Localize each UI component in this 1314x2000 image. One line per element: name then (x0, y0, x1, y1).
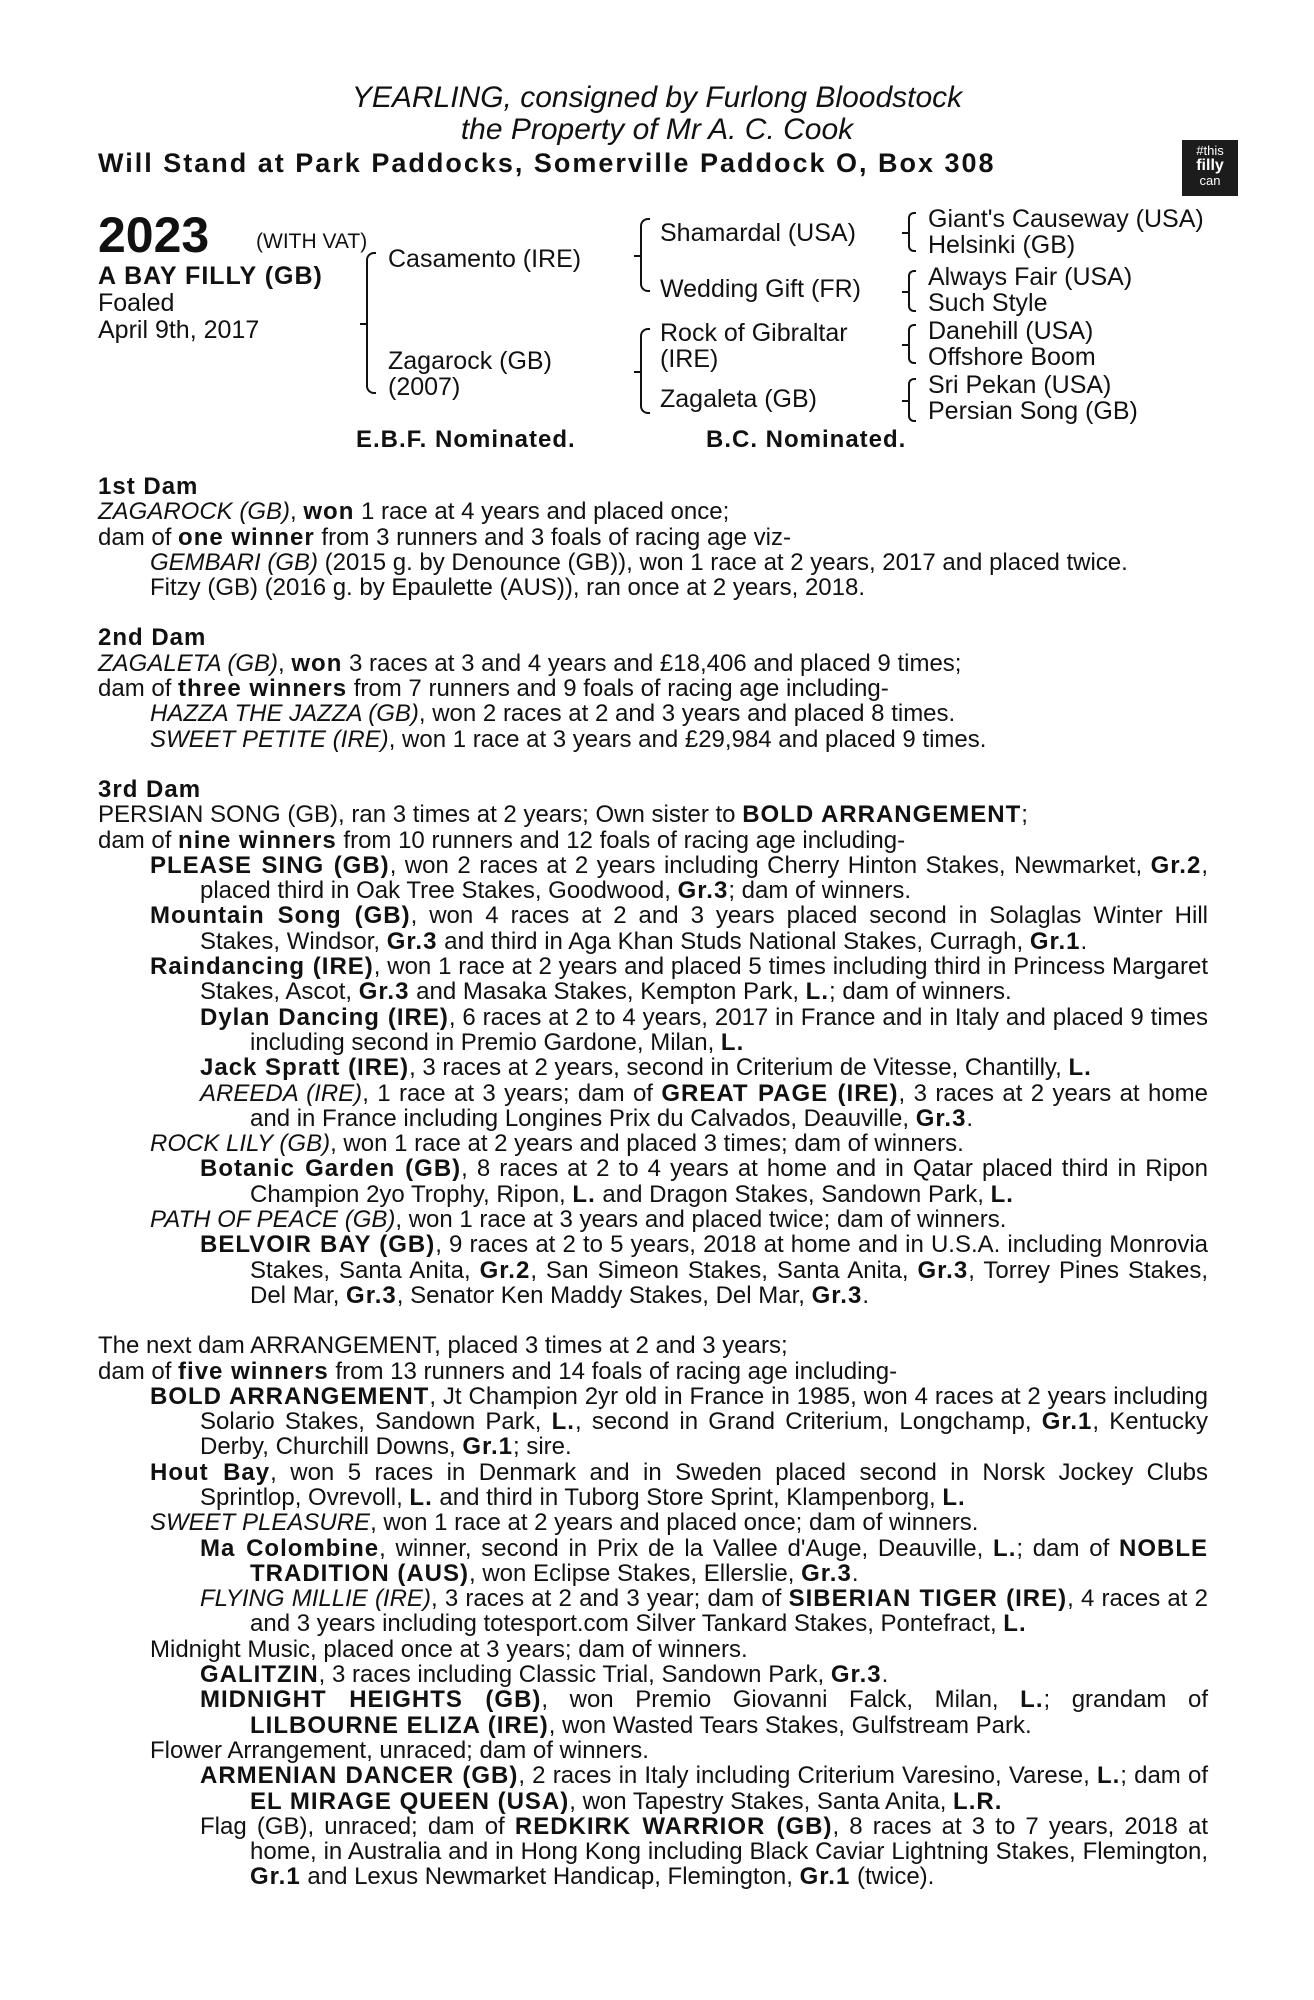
text-run: , won 4 races at 2 and 3 years placed second in Solaglas Winter Hill Stakes, Windsor, (200, 902, 1208, 955)
text-run: , won 2 races at 2 and 3 years and placed 8 times. (418, 700, 956, 728)
record-line (98, 1814, 1208, 1890)
text-run: , Torrey Pines Stakes, Del Mar, (250, 1256, 1209, 1309)
record-line (98, 1510, 1208, 1535)
bold-text: Gr.3 (677, 877, 729, 905)
text-run: , placed third in Oak Tree Stakes, Goodwood, (200, 851, 1208, 905)
text-run: 3rd Dam (98, 775, 202, 803)
pedigree-brace-dd (908, 378, 916, 422)
record-line (98, 1359, 1208, 1384)
pedigree-gen3-4: Such Style (928, 289, 1048, 317)
bold-text: L. (805, 978, 829, 1006)
text-run: , won 1 race at 2 years and placed once; dam of winners. (370, 1509, 979, 1537)
text-run: , 8 races at 3 to 7 years, 2018 at home, in Australia and in Hong Kong including Black Caviar Lightning Stakes, Flemington, (250, 1812, 1208, 1866)
bold-text: EL MIRAGE QUEEN (USA) (250, 1787, 570, 1815)
text-run: , San Simeon Stakes, Santa Anita, (530, 1256, 918, 1284)
pedigree-gen3-2: Helsinki (GB) (928, 231, 1076, 259)
text-run: ; grandam of (1043, 1686, 1208, 1714)
bold-text: Gr.1 (462, 1433, 514, 1461)
horse-name: A BAY FILLY (GB) (98, 262, 323, 290)
bc-nominated: B.C. Nominated. (706, 426, 907, 453)
record-line (98, 802, 1208, 827)
pedigree-brace-sd (908, 270, 916, 312)
text-run: from 7 runners and 9 foals of racing age including- (347, 675, 889, 703)
text-run: . (862, 1281, 869, 1309)
text-run: dam of (98, 1357, 179, 1385)
bold-text: BELVOIR BAY (GB) (200, 1231, 436, 1259)
text-run: , 4 races at 2 and 3 years including totesport.com Silver Tankard Stakes, Pontefract, (250, 1585, 1209, 1638)
bold-text: Gr.3 (917, 1256, 969, 1284)
bold-text: Gr.3 (801, 1559, 852, 1587)
bold-text: Ma Colombine (200, 1534, 380, 1562)
bold-text: REDKIRK WARRIOR (GB) (514, 1812, 833, 1840)
record-line (98, 1055, 1208, 1080)
bold-text: L. (409, 1483, 433, 1511)
this-filly-can-logo (1182, 140, 1238, 196)
bold-text: Hout Bay (150, 1458, 271, 1486)
pedigree-dam-sire: Rock of Gibraltar (660, 319, 848, 347)
text-run: ; dam of (1120, 1762, 1208, 1790)
record-line (98, 1637, 1208, 1662)
text-run: , 6 races at 2 to 4 years, 2017 in France and in Italy and placed 9 times including second in Premio Gardone, Milan, (250, 1003, 1208, 1056)
lot-year: 2023 (98, 207, 210, 263)
record-line (98, 676, 1208, 701)
bold-text: NOBLE TRADITION (AUS) (250, 1534, 1208, 1587)
bold-text: L. (720, 1028, 745, 1056)
text-run: , Kentucky Derby, Churchill Downs, (200, 1408, 1208, 1461)
foaled-label: Foaled (98, 289, 175, 317)
bold-text: Gr.3 (811, 1281, 863, 1309)
text-run: , won 2 races at 2 years including Cherry Hinton Stakes, Newmarket, (389, 851, 1151, 879)
text-run: ; dam of winners. (728, 877, 912, 905)
pedigree-dam-year: (2007) (388, 373, 461, 401)
logo-line-2: filly (1196, 157, 1224, 174)
bold-text: Gr.3 (915, 1104, 967, 1132)
bold-text: BOLD ARRANGEMENT (742, 801, 1022, 829)
italic-name: GEMBARI (GB) (150, 548, 319, 576)
logo-line-1: #this (1196, 143, 1224, 158)
italic-name: ZAGALETA (GB) (98, 649, 279, 677)
bold-text: three winners (178, 675, 348, 703)
bold-text: Gr.1 (1041, 1408, 1093, 1436)
bold-text: L. (1096, 1762, 1121, 1790)
pedigree-gen3-6: Offshore Boom (928, 343, 1096, 371)
record-line (98, 1384, 1208, 1460)
text-run: , won 5 races in Denmark and in Sweden placed second in Norsk Jockey Clubs Sprintlop, Ovrevoll, (200, 1458, 1209, 1511)
bold-text: Gr.3 (346, 1281, 397, 1309)
header-line-consignor: YEARLING, consigned by Furlong Bloodstock (351, 81, 963, 114)
text-run: . (1080, 927, 1088, 955)
record-line (98, 903, 1208, 954)
bold-text: MIDNIGHT HEIGHTS (GB) (200, 1686, 542, 1714)
bold-text: Gr.1 (799, 1863, 851, 1891)
record-line (98, 1460, 1208, 1511)
pedigree-gen3-5: Danehill (USA) (928, 317, 1094, 345)
text-run: , 3 races including Classic Trial, Sandown Park, (318, 1661, 831, 1689)
record-line (98, 954, 1208, 1005)
bold-text: Botanic Garden (GB) (200, 1155, 462, 1183)
record-line (98, 1005, 1208, 1056)
text-run: , 3 races at 2 years, second in Criterium de Vitesse, Chantilly, (409, 1054, 1069, 1082)
text-run: ; dam of (1016, 1534, 1119, 1562)
bold-text: LILBOURNE ELIZA (IRE) (250, 1711, 549, 1739)
record-line (98, 1738, 1208, 1763)
record-line (98, 1536, 1208, 1587)
bold-text: one winner (178, 523, 315, 551)
bold-text: ARMENIAN DANCER (GB) (200, 1762, 519, 1790)
text-run: from 3 runners and 3 foals of racing age viz- (314, 523, 791, 551)
pedigree-dam: Zagarock (GB) (388, 347, 552, 375)
text-run: , won Eclipse Stakes, Ellerslie, (468, 1559, 802, 1587)
text-run: 1st Dam (98, 473, 199, 500)
text-run: . (851, 1559, 859, 1587)
record-line (98, 575, 1208, 600)
record-line (98, 525, 1208, 550)
text-run: , won 1 race at 2 years and placed 3 times; dam of winners. (330, 1130, 964, 1158)
record-line (98, 651, 1208, 676)
italic-name: FLYING MILLIE (IRE) (200, 1585, 431, 1613)
record-line (98, 727, 1208, 752)
section-heading (98, 625, 1208, 650)
text-run: ; (1021, 801, 1028, 829)
text-run: , won Premio Giovanni Falck, Milan, (541, 1686, 1021, 1714)
record-line (98, 1333, 1208, 1358)
text-run: 1 race at 4 years and placed once; (354, 498, 730, 526)
record-line (98, 1156, 1208, 1207)
text-run: Flower Arrangement, unraced; dam of winners. (150, 1736, 649, 1764)
bold-text: L. (942, 1483, 966, 1511)
text-run: (2015 g. by Denounce (GB)), won 1 race at 2 years, 2017 and placed twice. (318, 548, 1128, 576)
record-line (98, 1687, 1208, 1738)
text-run: Flag (GB), unraced; dam of (200, 1812, 515, 1840)
record-line (98, 701, 1208, 726)
bold-text: L. (1020, 1686, 1044, 1714)
bold-text: Raindancing (IRE) (150, 953, 374, 981)
text-run: , (278, 649, 292, 677)
foaled-date: April 9th, 2017 (98, 316, 260, 344)
italic-name: ZAGAROCK (GB) (98, 498, 291, 526)
logo-line-3: can (1199, 173, 1221, 188)
text-run: , 3 races at 2 years at home and in France including Longines Prix du Calvados, Deauville, (250, 1079, 1209, 1132)
bold-text: L. (990, 1180, 1014, 1208)
bold-text: L. (572, 1180, 596, 1208)
vat-note: (WITH VAT) (256, 230, 368, 253)
text-run: Fitzy (GB) (2016 g. by Epaulette (AUS)), ran once at 2 years, 2018. (150, 574, 865, 602)
record-line (98, 1662, 1208, 1687)
pedigree-sire-dam: Wedding Gift (FR) (660, 275, 861, 303)
bold-text: Gr.2 (479, 1256, 531, 1284)
bold-text: L. (1003, 1610, 1027, 1638)
spacer (98, 600, 1208, 625)
bold-text: Dylan Dancing (IRE) (200, 1003, 449, 1031)
ebf-nominated: E.B.F. Nominated. (356, 426, 576, 453)
text-run: and Dragon Stakes, Sandown Park, (595, 1180, 991, 1208)
pedigree-brace-sire-line (640, 218, 650, 292)
record-line (98, 550, 1208, 575)
pedigree-gen3-3: Always Fair (USA) (928, 263, 1133, 291)
record-line (98, 853, 1208, 904)
text-run: ; sire. (513, 1433, 572, 1461)
bold-text: Jack Spratt (IRE) (200, 1054, 410, 1082)
text-run: . (881, 1661, 889, 1689)
pedigree-gen3-7: Sri Pekan (USA) (928, 371, 1112, 399)
italic-name: SWEET PLEASURE (150, 1509, 371, 1537)
bold-text: Gr.3 (830, 1661, 882, 1689)
text-run: , won 1 race at 2 years and placed 5 times including third in Princess Margaret Stakes, Ascot, (200, 953, 1209, 1006)
pedigree-brace-ds (908, 324, 916, 364)
text-run: , 8 races at 2 to 4 years at home and in Qatar placed third in Ripon Champion 2yo Trophy, Ripon, (250, 1155, 1208, 1208)
text-run: from 10 runners and 12 foals of racing age including- (336, 826, 906, 854)
italic-name: ROCK LILY (GB) (150, 1130, 331, 1158)
text-run: 2nd Dam (98, 624, 207, 652)
text-run: , won 1 race at 3 years and £29,984 and placed 9 times. (388, 725, 987, 753)
section-heading (98, 777, 1208, 802)
italic-name: AREEDA (IRE) (200, 1079, 363, 1107)
bold-text: nine winners (178, 826, 337, 854)
text-run: dam of (98, 675, 179, 703)
text-run: , (290, 498, 304, 526)
bold-text: five winners (178, 1357, 329, 1385)
record-line (98, 1131, 1208, 1156)
text-run: (twice). (850, 1863, 935, 1891)
record-line (98, 1586, 1208, 1637)
pedigree-gen3-1: Giant's Causeway (USA) (928, 205, 1204, 233)
bold-text: SIBERIAN TIGER (IRE) (788, 1585, 1068, 1613)
text-run: , 1 race at 3 years; dam of (362, 1079, 662, 1107)
spacer (98, 752, 1208, 777)
bold-text: Gr.2 (1150, 851, 1202, 879)
record-line (98, 828, 1208, 853)
text-run: , 3 races at 2 and 3 year; dam of (430, 1585, 789, 1613)
spacer (98, 1308, 1208, 1333)
text-run: , second in Grand Criterium, Longchamp, (574, 1408, 1042, 1436)
text-run: Midnight Music, placed once at 3 years; dam of winners. (150, 1635, 748, 1663)
bold-text: won (303, 498, 355, 526)
italic-name: PATH OF PEACE (GB) (150, 1206, 396, 1234)
text-run: , winner, second in Prix de la Vallee d'Auge, Deauville, (379, 1534, 994, 1562)
pedigree-dam-sire-suffix: (IRE) (660, 345, 719, 373)
section-heading (98, 474, 1208, 499)
record-line (98, 1207, 1208, 1232)
text-run: PERSIAN SONG (GB), ran 3 times at 2 years; Own sister to (98, 801, 743, 829)
bold-text: Gr.1 (250, 1863, 301, 1891)
header-line-property: the Property of Mr A. C. Cook (460, 113, 854, 146)
text-run: dam of (98, 523, 179, 551)
text-run: , 9 races at 2 to 5 years, 2018 at home and in U.S.A. including Monrovia Stakes, Santa Anita, (250, 1231, 1209, 1284)
bold-text: Mountain Song (GB) (150, 902, 411, 930)
text-run: dam of (98, 826, 179, 854)
italic-name: SWEET PETITE (IRE) (150, 725, 389, 753)
text-run: ; dam of winners. (828, 978, 1012, 1006)
header-line-location: Will Stand at Park Paddocks, Somerville Paddock O, Box 308 (98, 148, 996, 178)
pedigree-sire: Casamento (IRE) (388, 245, 582, 273)
record-line (98, 1763, 1208, 1814)
text-run: , won Tapestry Stakes, Santa Anita, (569, 1787, 954, 1815)
text-run: , Senator Ken Maddy Stakes, Del Mar, (396, 1281, 812, 1309)
text-run: , won 1 race at 3 years and placed twice; dam of winners. (395, 1206, 1007, 1234)
produce-record (98, 474, 1208, 1890)
text-run: and Lexus Newmarket Handicap, Flemington, (300, 1863, 800, 1891)
record-line (98, 1232, 1208, 1308)
bold-text: L. (993, 1534, 1017, 1562)
pedigree-brace-ss (908, 212, 916, 252)
text-run: from 13 runners and 14 foals of racing age including- (328, 1357, 898, 1385)
text-run: and Masaka Stakes, Kempton Park, (409, 978, 806, 1006)
bold-text: GREAT PAGE (IRE) (661, 1079, 899, 1107)
bold-text: Gr.3 (386, 927, 438, 955)
bold-text: won (291, 649, 343, 677)
text-run: . (966, 1104, 974, 1132)
record-line (98, 499, 1208, 524)
bold-text: GALITZIN (200, 1661, 319, 1689)
italic-name: HAZZA THE JAZZA (GB) (150, 700, 419, 728)
pedigree-sire-sire: Shamardal (USA) (660, 219, 856, 247)
pedigree-brace-gen1 (366, 252, 376, 394)
pedigree-dam-dam: Zagaleta (GB) (660, 385, 818, 413)
bold-text: L. (1068, 1054, 1092, 1082)
text-run: and third in Aga Khan Studs National Stakes, Curragh, (437, 927, 1030, 955)
text-run: , Jt Champion 2yr old in France in 1985, won 4 races at 2 years including Solario Stakes, Sandown Park, (200, 1382, 1208, 1436)
text-run: and third in Tuborg Store Sprint, Klampenborg, (432, 1483, 943, 1511)
bold-text: L. (551, 1408, 575, 1436)
pedigree-gen3-8: Persian Song (GB) (928, 397, 1138, 425)
text-run: The next dam ARRANGEMENT, placed 3 times at 2 and 3 years; (98, 1332, 788, 1360)
bold-text: Gr.3 (358, 978, 410, 1006)
pedigree-brace-dam-line (640, 328, 650, 414)
bold-text: Gr.1 (1029, 927, 1081, 955)
bold-text: BOLD ARRANGEMENT (150, 1382, 430, 1410)
text-run: 3 races at 3 and 4 years and £18,406 and placed 9 times; (342, 649, 962, 677)
text-run: , won Wasted Tears Stakes, Gulfstream Park. (548, 1711, 1032, 1739)
bold-text: PLEASE SING (GB) (150, 851, 390, 879)
bold-text: L.R. (953, 1787, 1003, 1815)
text-run: , 2 races in Italy including Criterium Varesino, Varese, (518, 1762, 1097, 1790)
record-line (98, 1081, 1208, 1132)
